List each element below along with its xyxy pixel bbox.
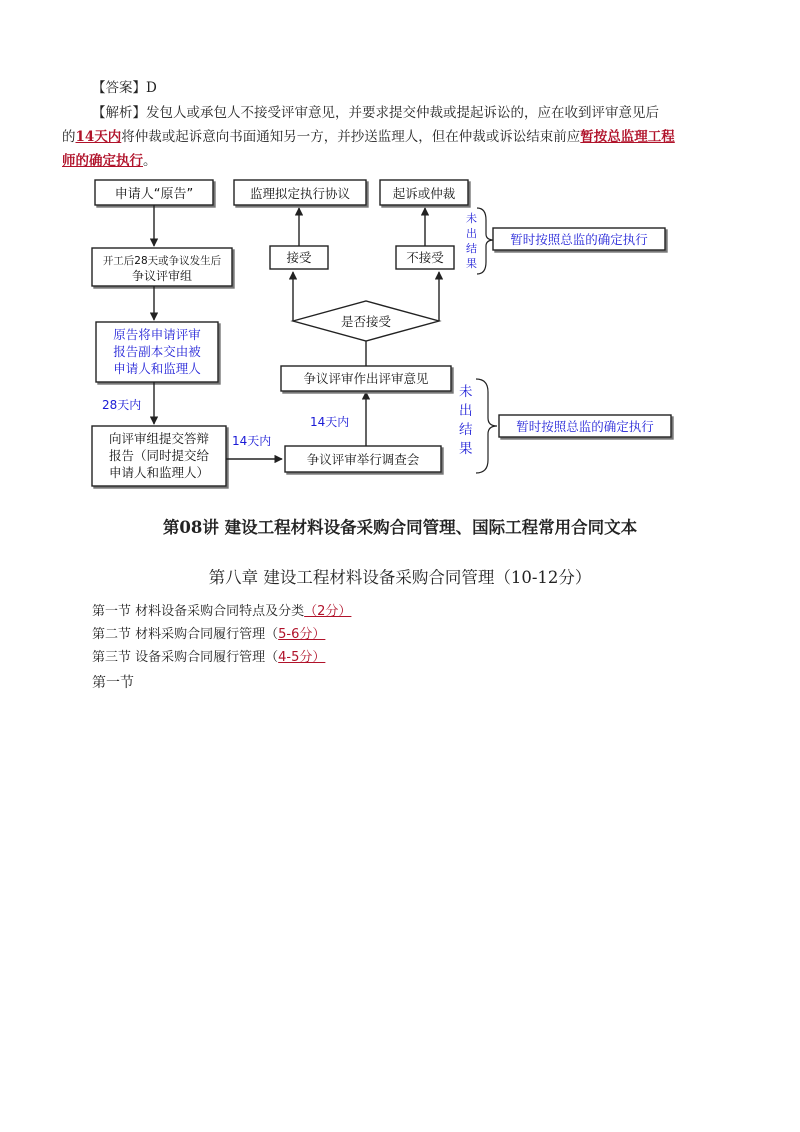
toc-item-1-text: 第一节 材料设备采购合同特点及分类 [92, 604, 305, 619]
analysis-line-2 [62, 127, 675, 147]
highlight-14-days: 14天内 [75, 129, 122, 145]
analysis-line-1 [92, 103, 659, 123]
submit-label-1: 原告将申请评审 [113, 327, 201, 342]
submit-label-2: 报告副本交由被 [113, 344, 201, 359]
toc-item-2-score: 5-6分） [278, 627, 326, 642]
chapter-title: 第八章 建设工程材料设备采购合同管理（10-12分） [208, 568, 592, 587]
toc-item-3-text: 第三节 设备采购合同履行管理（ [92, 650, 279, 665]
analysis-text-1: 发包人或承包人不接受评审意见，并要求提交仲裁或提起诉讼的，应在收到评审意见后 [146, 105, 659, 121]
toc-item-2-text: 第二节 材料采购合同履行管理（ [92, 627, 279, 642]
dispute-flowchart [0, 170, 800, 500]
analysis-text-2a: 的 [62, 129, 76, 145]
no-result-2-a: 未 [459, 384, 473, 400]
panel-label-2: 争议评审组 [131, 269, 193, 283]
toc-item-2 [92, 623, 325, 642]
panel-label-1: 开工后28天或争议发生后 [102, 255, 222, 267]
hearing-label: 争议评审举行调查会 [306, 452, 420, 467]
brace-1 [477, 208, 494, 274]
reply-label-2: 报告（同时提交给 [108, 448, 210, 463]
no-result-2-d: 果 [459, 441, 473, 457]
decision-label: 是否接受 [340, 314, 392, 329]
highlight-interim-rule-a: 暂按总监理工程 [580, 129, 675, 145]
interim-label-2: 暂时按照总监的确定执行 [516, 419, 654, 434]
no-result-1-b: 出 [466, 227, 477, 240]
no-result-2-c: 结 [459, 422, 473, 438]
no-result-2-b: 出 [459, 403, 473, 419]
applicant-label: 申请人“原告” [114, 187, 194, 202]
toc-item-3 [92, 646, 325, 665]
opinion-label: 争议评审作出评审意见 [303, 371, 429, 386]
no-result-1-a: 未 [466, 212, 477, 225]
toc-item-1 [92, 600, 351, 619]
answer-line [92, 78, 157, 98]
lecture-title: 第08讲 建设工程材料设备采购合同管理、国际工程常用合同文本 [162, 518, 638, 537]
no-result-1-d: 果 [466, 257, 477, 270]
accept-label: 接受 [286, 250, 312, 265]
answer-label: 【答案】 [92, 80, 146, 96]
agreement-label: 监理拟定执行协议 [249, 186, 351, 201]
days-14-label-a: 14天内 [232, 434, 272, 448]
toc-item-1-score: （2分） [304, 604, 352, 619]
reply-label-3: 申请人和监理人） [108, 465, 210, 480]
analysis-text-3: 。 [143, 153, 157, 169]
no-result-1-c: 结 [466, 242, 477, 255]
reject-label: 不接受 [406, 250, 444, 265]
brace-2 [476, 379, 497, 473]
interim-label-1: 暂时按照总监的确定执行 [510, 232, 648, 247]
analysis-label: 【解析】 [92, 105, 146, 121]
reply-label-1: 向评审组提交答辩 [108, 431, 210, 446]
lawsuit-label: 起诉或仲裁 [392, 186, 456, 201]
section-start: 第一节 [92, 675, 134, 691]
highlight-interim-rule-b: 师的确定执行 [62, 153, 143, 169]
days-14-label-b: 14天内 [310, 415, 350, 429]
submit-label-3: 申请人和监理人 [113, 361, 201, 376]
analysis-line-3 [62, 151, 157, 171]
answer-value: D [146, 80, 157, 96]
toc-item-3-score: 4-5分） [278, 650, 326, 665]
days-28-label: 28天内 [102, 398, 142, 412]
analysis-text-2b: 将仲裁或起诉意向书面通知另一方，并抄送监理人，但在仲裁或诉讼结束前应 [121, 129, 581, 145]
